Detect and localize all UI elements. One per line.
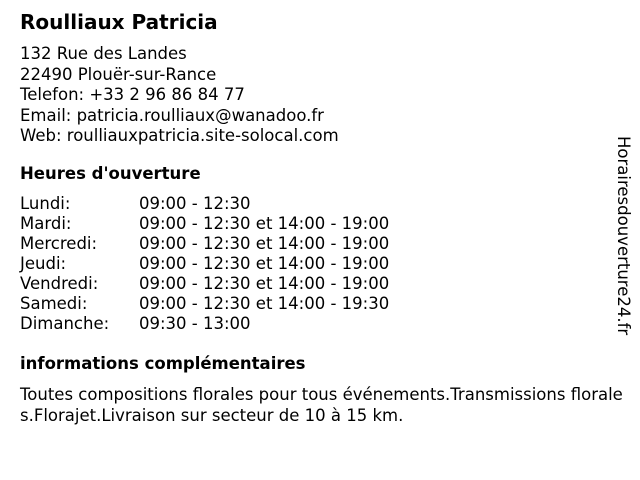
hours-time-value: 09:00 - 12:30 (139, 194, 251, 213)
site-watermark: Horairesdouverture24.fr (614, 136, 633, 336)
website-line[interactable]: Web: roulliauxpatricia.site-solocal.com (20, 126, 339, 145)
additional-info-text: Toutes compositions florales pour tous événements.Transmissions florales.Florajet.Livraison sur secteur de 10 à 15 km. (20, 385, 623, 425)
hours-day-label: Mardi: (20, 214, 72, 233)
hours-day-label: Lundi: (20, 194, 71, 213)
opening-hours-heading: Heures d'ouverture (20, 164, 201, 183)
hours-time-value: 09:00 - 12:30 et 14:00 - 19:00 (139, 254, 390, 273)
business-name: Roulliaux Patricia (20, 10, 218, 34)
hours-day-label: Vendredi: (20, 274, 99, 293)
email-line[interactable]: Email: patricia.roulliaux@wanadoo.fr (20, 105, 324, 125)
hours-time-value: 09:00 - 12:30 et 14:00 - 19:00 (139, 214, 390, 233)
hours-day-label: Jeudi: (20, 254, 67, 273)
contact-block (20, 44, 339, 147)
street-address: 132 Rue des Landes (20, 44, 187, 63)
city-postal: 22490 Plouër-sur-Rance (20, 64, 217, 84)
hours-time-value: 09:00 - 12:30 et 14:00 - 19:00 (139, 274, 390, 293)
hours-time-value: 09:00 - 12:30 et 14:00 - 19:00 (139, 234, 390, 253)
additional-info-heading: informations complémentaires (20, 354, 306, 373)
hours-time-value: 09:30 - 13:00 (139, 314, 251, 333)
hours-day-label: Samedi: (20, 294, 88, 313)
hours-day-label: Dimanche: (20, 314, 110, 333)
hours-time-value: 09:00 - 12:30 et 14:00 - 19:30 (139, 294, 390, 313)
phone-line[interactable]: Telefon: +33 2 96 86 84 77 (20, 85, 245, 104)
hours-day-label: Mercredi: (20, 234, 98, 253)
